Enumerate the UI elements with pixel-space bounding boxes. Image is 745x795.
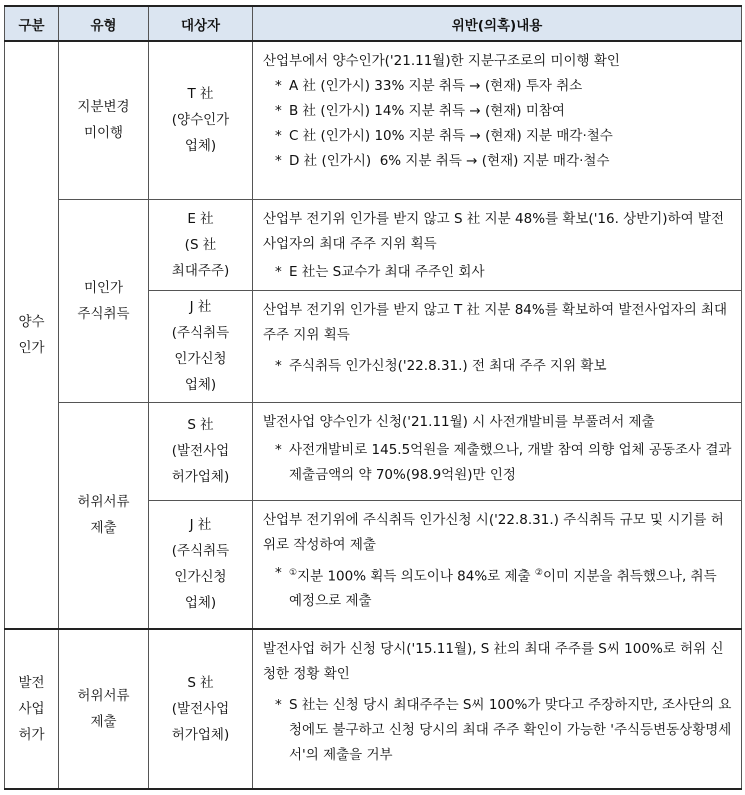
target-cell: T 社 (양수인가 업체) [149,41,253,199]
note-marker: * [275,697,282,713]
main-text: 산업부 전기위 인가를 받지 않고 T 社 지분 84%를 확보하여 발전사업자의 최대 주주 지위 획득 [263,301,728,343]
content-cell [253,629,742,789]
note-marker: * [275,103,282,119]
type-cell: 허위서류 제출 [59,629,149,789]
table-row [5,41,742,199]
note-marker: * [275,357,282,374]
note-item: * B 社 (인가시) 14% 지분 취득 → (현재) 미참여 [263,99,733,124]
note-item: * 주식취득 인가신청('22.8.31.) 전 최대 주주 지위 확보 [263,354,733,379]
type-cell: 허위서류 제출 [59,402,149,629]
violation-table-wrap [4,5,741,790]
note-item: * A 社 (인가시) 33% 지분 취득 → (현재) 투자 취소 [263,74,733,99]
target-cell: J 社 (주식취득 인가신청 업체) [149,500,253,629]
type-cell: 미인가 주식취득 [59,199,149,402]
note-marker: * [275,128,282,144]
note-item: * S 社는 신청 당시 최대주주는 S씨 100%가 맞다고 주장하지만, 조사단의 요청에도 불구하고 신청 당시의 최대 주주 확인이 가능한 '주식등변동상황명세서'의 제출을 거부 [263,693,733,768]
note-item: * ①지분 100% 획득 의도이나 84%로 제출 ②이미 지분을 취득했으나, 취득 예정으로 제출 [263,561,733,615]
header-category: 구분 [5,6,59,41]
circled-number-1: ① [289,567,298,578]
circled-number-2: ② [534,567,543,578]
content-cell [253,500,742,629]
header-content: 위반(의혹)내용 [253,6,742,41]
violation-table [4,5,742,790]
note-marker: * [275,153,282,169]
note-marker: * [275,441,282,458]
content-cell [253,290,742,402]
category-cell: 발전 사업 허가 [5,629,59,789]
note-marker: * [275,78,282,94]
header-type: 유형 [59,6,149,41]
category-cell: 양수 인가 [5,41,59,629]
target-cell: E 社 (S 社 최대주주) [149,199,253,290]
note-marker: * [275,263,282,280]
main-text: 산업부에서 양수인가('21.11월)한 지분구조로의 미이행 확인 [263,53,620,69]
note-item: * 사전개발비로 145.5억원을 제출했으나, 개발 참여 의향 업체 공동조사 결과 제출금액의 약 70%(98.9억원)만 인정 [263,438,733,488]
table-row [5,199,742,290]
target-cell: S 社 (발전사업 허가업체) [149,402,253,500]
note-marker: * [275,564,282,581]
main-text: 발전사업 양수인가 신청('21.11월) 시 사전개발비를 부풀려서 제출 [263,413,655,430]
header-target: 대상자 [149,6,253,41]
target-cell: S 社 (발전사업 허가업체) [149,629,253,789]
main-text: 산업부 전기위 인가를 받지 않고 S 社 지분 48%를 확보('16. 상반기)하여 발전사업자의 최대 주주 지위 획득 [263,210,725,252]
content-cell [253,41,742,199]
note-item: * D 社 (인가시) 6% 지분 취득 → (현재) 지분 매각·철수 [263,149,733,174]
type-cell: 지분변경 미이행 [59,41,149,199]
content-cell [253,402,742,500]
main-text: 발전사업 허가 신청 당시('15.11월), S 社의 최대 주주를 S씨 100%로 허위 신청한 정황 확인 [263,641,724,682]
header-row [5,6,742,41]
content-cell [253,199,742,290]
note-item: * E 社는 S교수가 최대 주주인 회사 [263,260,733,285]
target-cell: J 社 (주식취득 인가신청 업체) [149,290,253,402]
table-row [5,402,742,500]
table-row [5,629,742,789]
note-item: * C 社 (인가시) 10% 지분 취득 → (현재) 지분 매각·철수 [263,124,733,149]
main-text: 산업부 전기위에 주식취득 인가신청 시('22.8.31.) 주식취득 규모 및 시기를 허위로 작성하여 제출 [263,511,724,553]
